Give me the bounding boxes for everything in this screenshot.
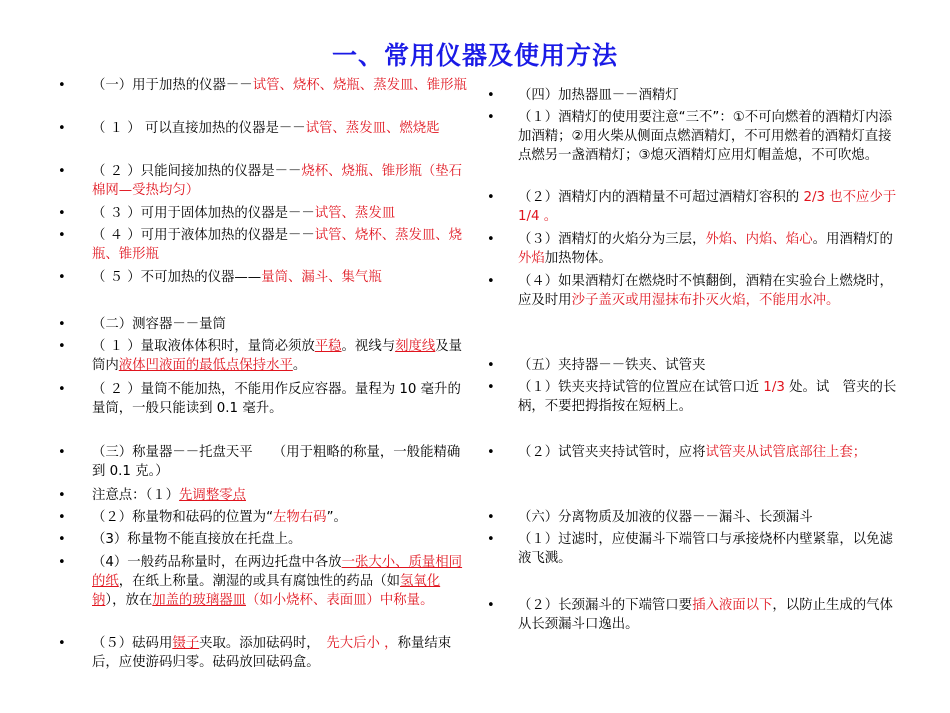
text-segment: （２）试管夹夹持试管时，应将	[518, 445, 706, 460]
item-text	[92, 78, 467, 93]
text-segment: （４）如果酒精灯在燃烧时不慎翻倒，酒精在实验台上燃烧时，应及时用	[518, 274, 893, 308]
highlight-text: 氢氧化钠	[92, 574, 441, 608]
bullet: •	[487, 510, 495, 525]
text-segment: 加热物体。	[544, 251, 612, 266]
text-segment: （一）用于加热的仪器－－	[92, 78, 253, 93]
list-item	[487, 188, 897, 226]
text-segment: （ ２ ）量筒不能加热，不能用作反应容器。量程为 10 毫升的量筒，一般只能读到 0.1 毫升。	[92, 382, 461, 416]
list-item	[487, 508, 897, 527]
bullet: •	[58, 339, 66, 354]
highlight-text: 试管、蒸发皿	[314, 206, 396, 221]
highlight-text: 2/3 也不应少于 1/4 。	[518, 190, 897, 224]
list-item	[487, 443, 897, 462]
highlight-text: 刻度线	[395, 339, 436, 354]
text-segment: （四）加热器皿－－酒精灯	[518, 88, 679, 103]
item-text	[92, 206, 395, 221]
list-item	[58, 119, 470, 138]
item-text	[92, 382, 461, 416]
text-segment: （１）铁夹夹持试管的位置应在试管口近	[518, 380, 764, 395]
item-text	[518, 88, 679, 103]
text-segment: （3）称量物不能直接放在托盘上。	[92, 532, 302, 547]
list-item	[58, 634, 470, 672]
text-segment: ”。	[326, 510, 347, 525]
bullet: •	[58, 270, 66, 285]
list-item	[58, 76, 470, 95]
bullet: •	[487, 190, 495, 205]
highlight-text: 烧杯、烧瓶、锥形瓶（垫石棉网—受热均匀）	[92, 164, 463, 198]
list-item	[487, 86, 897, 105]
item-text	[518, 232, 893, 266]
bullet: •	[58, 78, 66, 93]
item-text	[518, 380, 896, 414]
highlight-text: 平稳	[314, 339, 342, 354]
list-item	[487, 356, 897, 375]
bullet: •	[58, 510, 66, 525]
item-text	[92, 270, 382, 285]
bullet: •	[487, 274, 495, 289]
bullet: •	[487, 232, 495, 247]
bullet: •	[58, 445, 66, 460]
bullet: •	[487, 598, 495, 613]
highlight-text: （如小烧杯、表面皿）中称量。	[246, 593, 434, 608]
highlight-text: 先调整零点	[179, 488, 246, 503]
text-segment: 。用酒精灯的	[812, 232, 893, 247]
highlight-text: 外焰、内焰、焰心	[705, 232, 813, 247]
list-item	[487, 272, 897, 310]
item-text	[92, 121, 440, 136]
list-item	[58, 380, 470, 418]
bullet: •	[58, 382, 66, 397]
item-text	[92, 636, 451, 670]
highlight-text: 左物右码	[273, 510, 327, 525]
highlight-text: 试管、烧杯、烧瓶、蒸发皿、锥形瓶	[252, 78, 467, 93]
text-segment: （ １ ）量取液体体积时，量筒必须放	[92, 339, 315, 354]
item-text	[92, 555, 462, 608]
highlight-text: 插入液面以下	[692, 598, 773, 613]
list-item	[58, 226, 470, 264]
text-segment: ），放在	[105, 593, 153, 608]
item-text	[92, 488, 246, 503]
text-segment: 。视线与	[341, 339, 396, 354]
list-item	[487, 108, 897, 165]
text-segment: 夹取。添加砝码时，	[199, 636, 327, 651]
text-segment: 称量结束后，应使游码归零。砝码放回砝码盒。	[92, 636, 452, 670]
item-text	[518, 110, 892, 163]
list-item	[58, 530, 470, 549]
highlight-text: 沙子盖灭或用湿抹布扑灭火焰，不能用水冲。	[571, 293, 840, 308]
text-segment: （１）酒精灯的使用要注意“三不”：①不可向燃着的酒精灯内添加酒精；②用火柴从侧面点燃酒精灯，不可用燃着的酒精灯直接点燃另一盏酒精灯；③熄灭酒精灯应用灯帽盖熄，不可吹熄。	[518, 110, 893, 163]
item-text	[92, 445, 460, 479]
text-segment: （ ２ ）只能间接加热的仪器是－－	[92, 164, 302, 179]
list-item	[487, 230, 897, 268]
highlight-text: 外焰	[518, 251, 545, 266]
text-segment: （五）夹持器－－铁夹、试管夹	[518, 358, 706, 373]
text-segment: （３）酒精灯的火焰分为三层，	[518, 232, 706, 247]
text-segment: （ １ ） 可以直接加热的仪器是－－	[92, 121, 306, 136]
text-segment: （１）过滤时，应使漏斗下端管口与承接烧杯内壁紧靠，以免滤液飞溅。	[518, 532, 893, 566]
item-text	[92, 164, 462, 198]
list-item	[487, 596, 897, 634]
list-item	[58, 553, 470, 610]
text-segment: 注意点：（１）	[92, 488, 180, 503]
bullet: •	[58, 228, 66, 243]
list-item	[58, 204, 470, 223]
bullet: •	[487, 110, 495, 125]
bullet: •	[58, 121, 66, 136]
page-title: 一、常用仪器及使用方法	[331, 41, 618, 70]
bullet: •	[487, 532, 495, 547]
item-text	[518, 274, 893, 308]
highlight-text: 试管、烧杯、蒸发皿、烧瓶、锥形瓶	[92, 228, 463, 262]
text-segment: （三）称量器－－托盘天平 （用于粗略的称量，一般能精确到 0.1 克。）	[92, 445, 461, 479]
highlight-text: 加盖的玻璃器皿	[152, 593, 246, 608]
list-item	[58, 443, 470, 481]
item-text	[518, 358, 705, 373]
item-text	[518, 445, 866, 460]
text-segment: ，在纸上称量。潮湿的或具有腐蚀性的药品（如	[118, 574, 400, 589]
list-item	[58, 486, 470, 505]
text-segment: （５）砝码用	[92, 636, 173, 651]
highlight-text: 一张大小、质量相同的纸	[92, 555, 463, 589]
item-text	[92, 339, 462, 373]
list-item	[487, 378, 897, 416]
highlight-text: 先大后小 ，	[326, 636, 398, 651]
item-text	[518, 510, 813, 525]
text-segment: ，以防止生成的气体从长颈漏斗口逸出。	[518, 598, 893, 632]
list-item	[58, 162, 470, 200]
bullet: •	[58, 532, 66, 547]
text-segment: （六）分离物质及加液的仪器－－漏斗、长颈漏斗	[518, 510, 813, 525]
item-text	[92, 317, 226, 332]
text-segment: （ ４ ）可用于液体加热的仪器是－－	[92, 228, 315, 243]
list-item	[58, 268, 470, 287]
item-text	[92, 510, 347, 525]
highlight-text: 液体凹液面的最低点保持水平	[118, 358, 293, 373]
item-text	[518, 190, 896, 224]
highlight-text: 试管夹从试管底部往上套；	[705, 445, 867, 460]
bullet: •	[487, 380, 495, 395]
bullet: •	[58, 206, 66, 221]
item-text	[518, 532, 893, 566]
list-item	[58, 337, 470, 375]
text-segment: （4）一般药品称量时，在两边托盘中各放	[92, 555, 342, 570]
highlight-text: 量筒、漏斗、集气瓶	[261, 270, 382, 285]
bullet: •	[58, 555, 66, 570]
bullet: •	[487, 445, 495, 460]
highlight-text: 试管、蒸发皿、燃烧匙	[305, 121, 440, 136]
text-segment: （ ５ ）不可加热的仪器——	[92, 270, 262, 285]
item-text	[92, 228, 462, 262]
bullet: •	[487, 88, 495, 103]
bullet: •	[487, 358, 495, 373]
list-item	[58, 315, 470, 334]
text-segment: （二）测容器－－量筒	[92, 317, 226, 332]
text-segment: （２）长颈漏斗的下端管口要	[518, 598, 693, 613]
highlight-text: 1/3	[763, 380, 785, 395]
list-item	[487, 530, 897, 568]
bullet: •	[58, 488, 66, 503]
item-text	[518, 598, 893, 632]
bullet: •	[58, 164, 66, 179]
bullet: •	[58, 636, 66, 651]
text-segment: （ ３ ）可用于固体加热的仪器是－－	[92, 206, 315, 221]
text-segment: 。	[292, 358, 307, 373]
list-item	[58, 508, 470, 527]
highlight-text: 镊子	[172, 636, 200, 651]
text-segment: （２）称量物和砝码的位置为“	[92, 510, 274, 525]
text-segment: 及量筒内	[92, 339, 463, 373]
item-text	[92, 532, 301, 547]
text-segment: 处。试 管夹的长柄，不要把拇指按在短柄上。	[518, 380, 897, 414]
text-segment: （２）酒精灯内的酒精量不可超过酒精灯容积的	[518, 190, 804, 205]
bullet: •	[58, 317, 66, 332]
